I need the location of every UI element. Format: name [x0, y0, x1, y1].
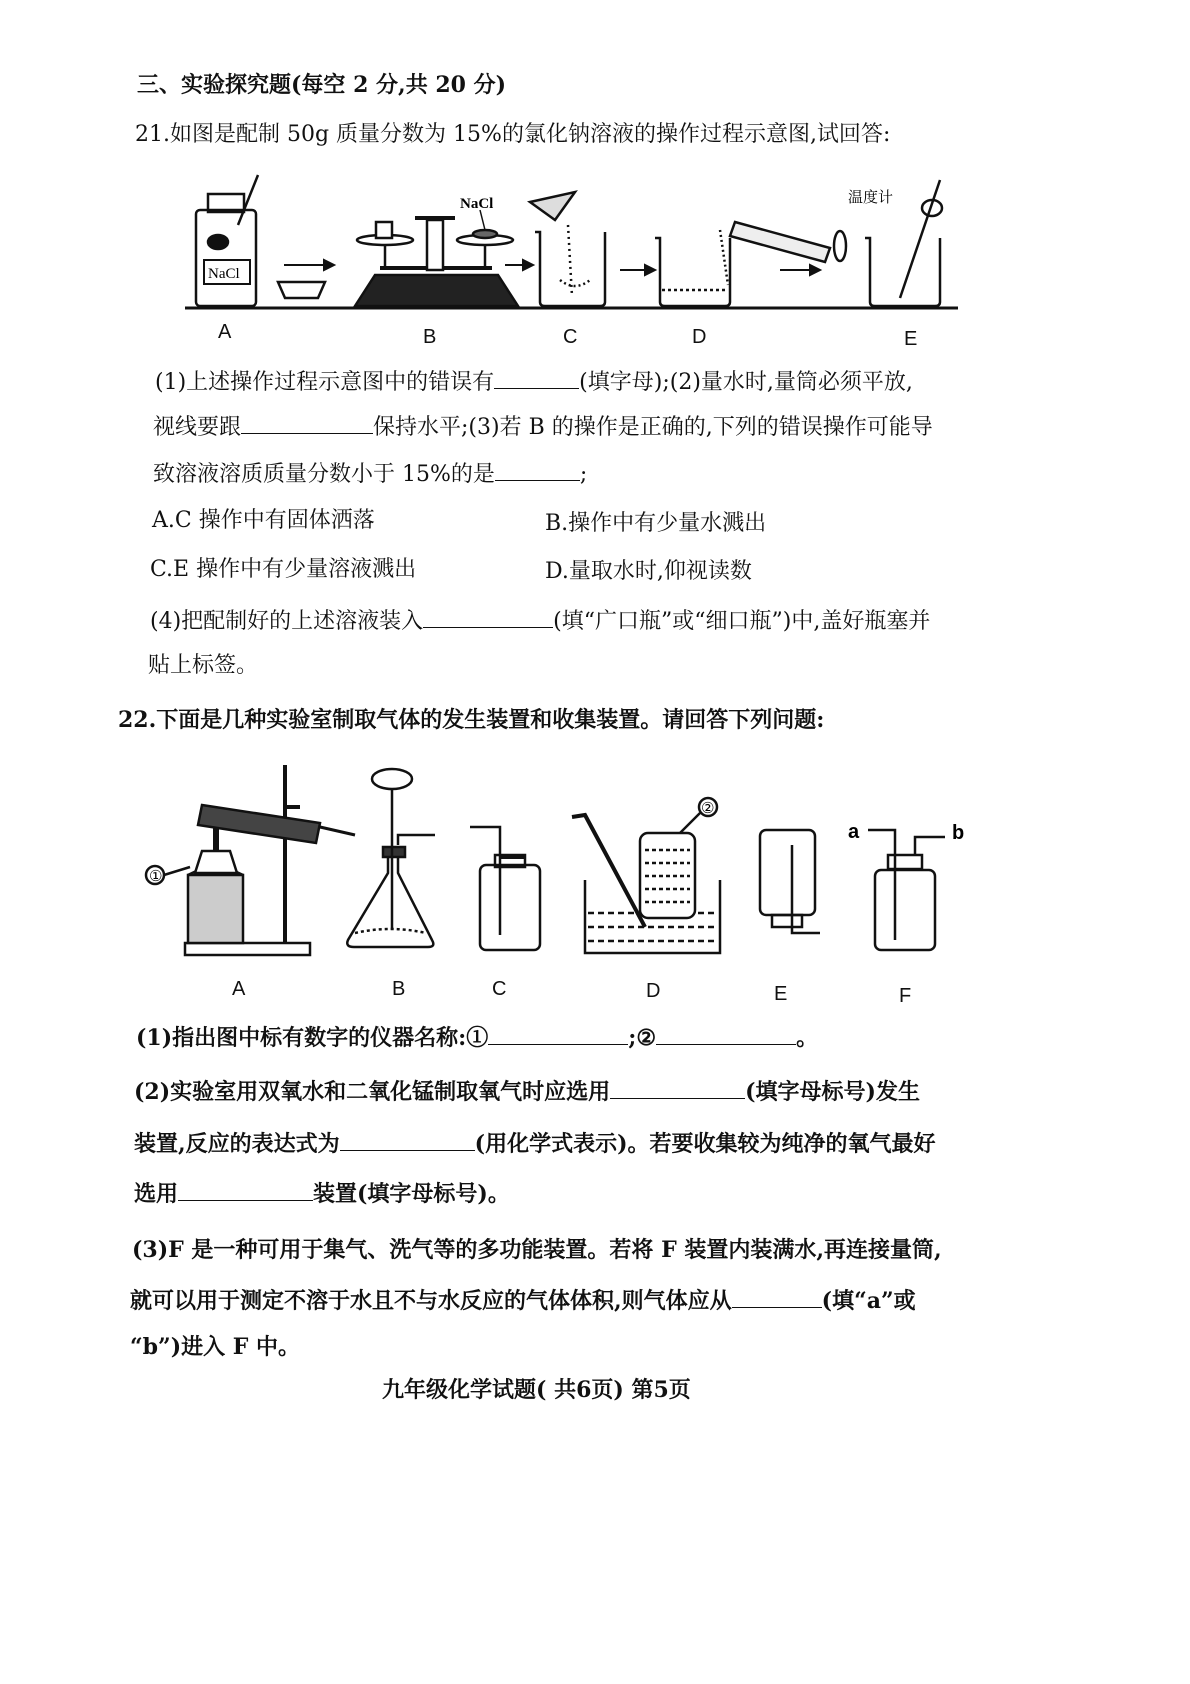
reagent-label: NaCl — [208, 266, 240, 282]
marker-2: ② — [701, 799, 715, 817]
port-b: b — [952, 822, 965, 844]
q21-part3 — [153, 458, 587, 490]
q21-part3-text-a: 致溶液溶质质量分数小于 15%的是 — [153, 462, 495, 487]
step-label-d: D — [692, 326, 707, 348]
step-label-c: C — [563, 326, 578, 348]
q22-figure — [140, 755, 1000, 1010]
q22-part6-text-b: (填“a”或 — [821, 1288, 916, 1314]
section-title: 三、实验探究题(每空 2 分,共 20 分) — [137, 72, 507, 98]
q22-part3 — [134, 1128, 936, 1159]
q22-answer-5[interactable] — [178, 1178, 313, 1201]
q21-stem: 21.如图是配制 50g 质量分数为 15%的氯化钠溶液的操作过程示意图,试回答: — [135, 122, 891, 147]
q22-part1-text-b: ;② — [628, 1025, 657, 1051]
q22-part2-text-a: (2)实验室用双氧水和二氧化锰制取氧气时应选用 — [134, 1079, 611, 1105]
weighing-dish — [278, 282, 325, 298]
step-label-e: E — [904, 328, 918, 350]
q21-part4 — [150, 605, 930, 637]
q21-part2-text-b: 保持水平;(3)若 B 的操作是正确的,下列的错误操作可能导 — [373, 415, 933, 440]
q21-answer-2[interactable] — [241, 411, 373, 434]
q22-stem: 22.下面是几种实验室制取气体的发生装置和收集装置。请回答下列问题: — [118, 707, 825, 733]
q22-part5: (3)F 是一种可用于集气、洗气等的多功能装置。若将 F 装置内装满水,再连接量筒, — [132, 1237, 942, 1263]
q22-answer-4[interactable] — [340, 1128, 475, 1151]
q22-part6 — [130, 1285, 916, 1316]
q22-part4-text-a: 选用 — [134, 1181, 179, 1207]
q21-option-c[interactable]: C.E 操作中有少量溶液溅出 — [150, 557, 417, 582]
apparatus-c — [470, 827, 540, 950]
apparatus-label-f: F — [899, 985, 912, 1007]
q22-part3-text-b: (用化学式表示)。若要收集较为纯净的氧气最好 — [474, 1131, 936, 1157]
reagent-bottle — [196, 175, 258, 306]
q21-part1 — [155, 366, 913, 398]
beaker-d — [655, 230, 730, 306]
apparatus-label-c: C — [492, 978, 507, 1000]
apparatus-e — [760, 830, 820, 933]
apparatus-b — [347, 769, 435, 947]
marker-1: ① — [149, 867, 163, 885]
beaker-c — [530, 192, 605, 306]
apparatus-label-d: D — [646, 980, 661, 1002]
apparatus-a — [146, 765, 355, 955]
graduated-cylinder — [730, 222, 846, 262]
step-label-b: B — [423, 326, 437, 348]
q22-part4 — [134, 1178, 510, 1209]
balance — [355, 218, 518, 306]
q21-option-d[interactable]: D.量取水时,仰视读数 — [545, 559, 752, 584]
flow-arrows — [284, 260, 820, 275]
thermometer-label: 温度计 — [848, 188, 894, 206]
q21-figure — [180, 170, 970, 360]
q22-part1 — [136, 1022, 818, 1053]
q21-part4-text-a: (4)把配制好的上述溶液装入 — [150, 609, 424, 634]
apparatus-d — [572, 798, 720, 953]
q21-option-a[interactable]: A.C 操作中有固体洒落 — [152, 508, 375, 533]
q22-part1-text-a: (1)指出图中标有数字的仪器名称:① — [136, 1025, 489, 1051]
q22-answer-2[interactable] — [656, 1022, 796, 1045]
q21-answer-3[interactable] — [495, 458, 580, 481]
q21-part2-text-a: 视线要跟 — [153, 415, 242, 440]
port-a: a — [848, 821, 860, 843]
q22-answer-3[interactable] — [610, 1076, 745, 1099]
q21-answer-1[interactable] — [494, 366, 579, 389]
q22-answer-6[interactable] — [732, 1285, 822, 1308]
q22-part2-text-b: (填字母标号)发生 — [745, 1079, 920, 1105]
q21-part2 — [153, 411, 933, 443]
q22-part2 — [134, 1076, 920, 1107]
apparatus-f — [868, 830, 945, 950]
apparatus-label-e: E — [774, 983, 788, 1005]
q21-answer-4[interactable] — [423, 605, 553, 628]
q22-part4-text-b: 装置(填字母标号)。 — [313, 1181, 510, 1207]
q21-part1-text-a: (1)上述操作过程示意图中的错误有 — [155, 370, 495, 395]
q21-part1-text-b: (填字母);(2)量水时,量筒必须平放, — [579, 370, 913, 395]
balance-label: NaCl — [460, 196, 494, 212]
q21-part4-text-b: (填“广口瓶”或“细口瓶”)中,盖好瓶塞并 — [553, 609, 931, 634]
q22-part1-text-c: 。 — [796, 1025, 819, 1051]
page-footer: 九年级化学试题( 共6页) 第5页 — [382, 1377, 691, 1403]
apparatus-label-a: A — [232, 978, 246, 1000]
q22-answer-1[interactable] — [488, 1022, 628, 1045]
q21-part5: 贴上标签。 — [148, 653, 259, 678]
q21-option-b[interactable]: B.操作中有少量水溅出 — [545, 511, 767, 536]
q22-part6-text-a: 就可以用于测定不溶于水且不与水反应的气体体积,则气体应从 — [130, 1288, 732, 1314]
apparatus-label-b: B — [392, 978, 406, 1000]
q21-part3-text-b: ; — [579, 462, 588, 487]
q22-part7: “b”)进入 F 中。 — [130, 1334, 301, 1360]
q22-part3-text-a: 装置,反应的表达式为 — [134, 1131, 340, 1157]
step-label-a: A — [218, 321, 232, 343]
